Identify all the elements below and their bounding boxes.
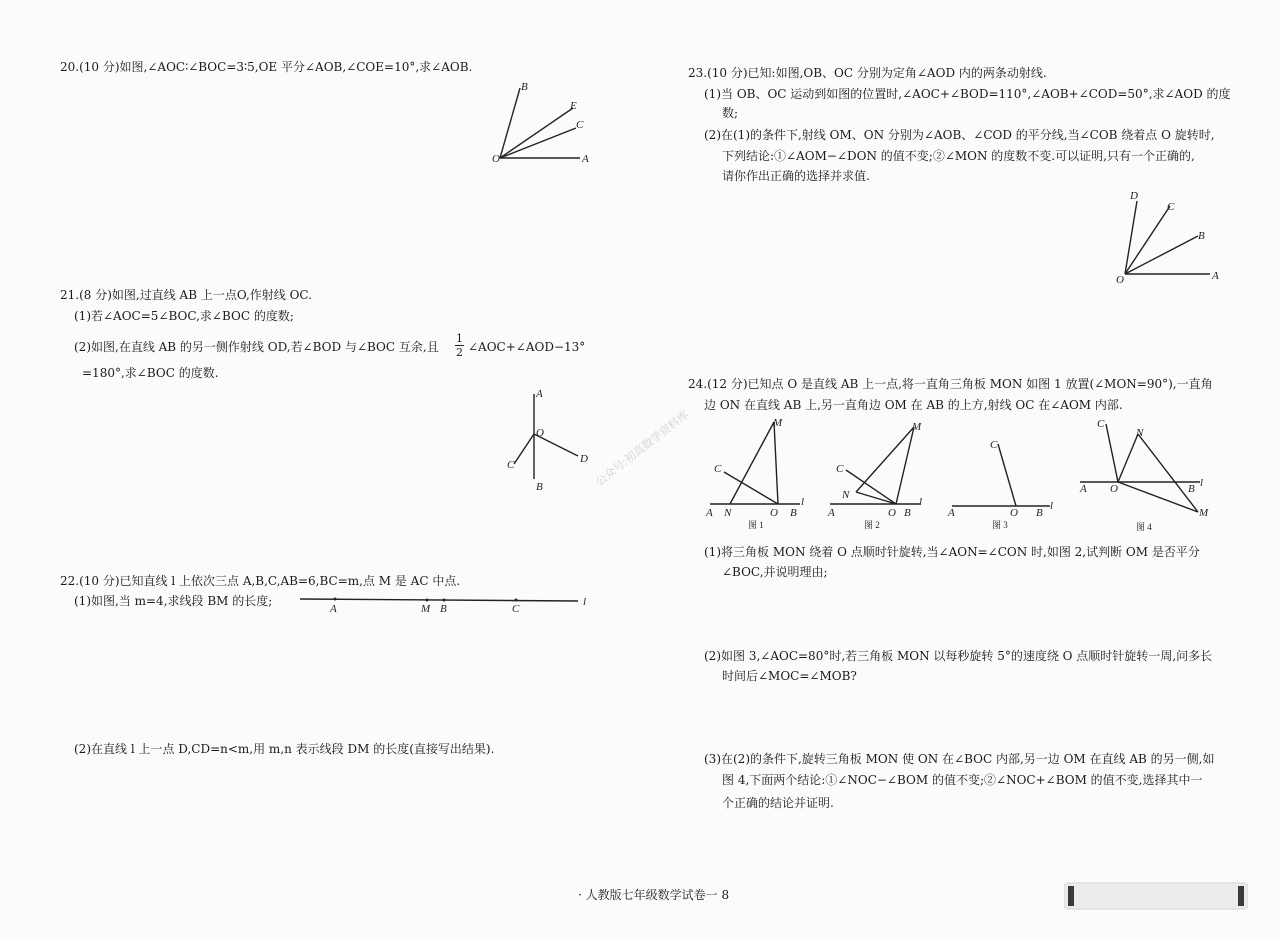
- q22-part2: (2)在直线 l 上一点 D,CD=n<m,用 m,n 表示线段 DM 的长度(直接写出结果).: [74, 742, 495, 756]
- q24-f1-label-o: O: [770, 507, 778, 519]
- q24-f4-label-l: l: [1200, 477, 1204, 489]
- q23-label-b: B: [1198, 230, 1205, 242]
- watermark: 公众号:初高数学资料库: [593, 408, 691, 489]
- q24-figure-4: [1079, 418, 1209, 532]
- q22-label-c: C: [512, 603, 520, 615]
- q22-title: 22.(10 分)已知直线 l 上依次三点 A,B,C,AB=6,BC=m,点 M 是 AC 中点.: [60, 574, 461, 588]
- q20-figure: [488, 78, 598, 170]
- q24-title: 24.(12 分)已知点 O 是直线 AB 上一点,将一直角三角板 MON 如图 1 放置(∠MON=90°),一直角: [688, 377, 1213, 391]
- q24-f1-label-n: N: [724, 507, 732, 519]
- q22-label-b: B: [440, 603, 447, 615]
- q24-f4-label-o: O: [1110, 483, 1118, 495]
- q24-f4-label-a: A: [1080, 483, 1087, 495]
- q24-f3-label-b: B: [1036, 507, 1043, 519]
- q24-f1-label-b: B: [790, 507, 797, 519]
- q24-f2-label-o: O: [888, 507, 896, 519]
- q23-title: 23.(10 分)已知:如图,OB、OC 分别为定角∠AOD 内的两条动射线.: [688, 66, 1047, 80]
- q20-label-o: O: [492, 153, 500, 165]
- q23-part2-a: (2)在(1)的条件下,射线 OM、ON 分别为∠AOB、∠COD 的平分线,当∠COB 绕着点 O 旋转时,: [704, 128, 1215, 142]
- q24-f4-label-c: C: [1097, 418, 1105, 430]
- q21-label-d: D: [580, 453, 588, 465]
- page-footer: · 人教版七年级数学试卷一 8: [578, 888, 730, 902]
- q24-f4-label-n: N: [1136, 427, 1144, 439]
- q23-part1-b: 数;: [722, 106, 739, 120]
- q21-frac-den: 2: [456, 346, 463, 359]
- q24-part3-c: 个正确的结论并证明.: [722, 796, 834, 810]
- q24-caption-3: 图 3: [992, 520, 1008, 530]
- q24-f3-label-a: A: [948, 507, 955, 519]
- q24-f2-label-n: N: [842, 489, 850, 501]
- q24-part1-b: ∠BOC,并说明理由;: [722, 565, 828, 579]
- q24-f2-label-l: l: [919, 496, 923, 508]
- q24-f3-label-l: l: [1050, 500, 1054, 512]
- q22-label-l: l: [583, 596, 587, 608]
- q24-figures: [700, 412, 1230, 537]
- q23-part2-c: 请你作出正确的选择并求值.: [722, 169, 870, 183]
- q21-part2-a: (2)如图,在直线 AB 的另一侧作射线 OD,若∠BOD 与∠BOC 互余,且: [74, 340, 439, 354]
- q24-f3-label-o: O: [1010, 507, 1018, 519]
- q23-part1-a: (1)当 OB、OC 运动到如图的位置时,∠AOC+∠BOD=110°,∠AOB+∠COD=50°,求∠AOD 的度: [704, 87, 1231, 101]
- q21-label-b: B: [536, 481, 543, 493]
- q24-caption-2: 图 2: [864, 520, 880, 530]
- q21-part2-c: =180°,求∠BOC 的度数.: [82, 366, 219, 380]
- q21-title: 21.(8 分)如图,过直线 AB 上一点O,作射线 OC.: [60, 288, 312, 302]
- q21-label-a: A: [536, 388, 543, 400]
- q20-label-b: B: [521, 81, 528, 93]
- q21-part1: (1)若∠AOC=5∠BOC,求∠BOC 的度数;: [74, 309, 294, 323]
- q24-part1-a: (1)将三角板 MON 绕着 O 点顺时针旋转,当∠AON=∠CON 时,如图 2,试判断 OM 是否平分: [704, 545, 1200, 559]
- q24-part3-a: (3)在(2)的条件下,旋转三角板 MON 使 ON 在∠BOC 内部,另一边 OM 在直线 AB 的另一侧,如: [704, 752, 1215, 766]
- q22-label-m: M: [421, 603, 431, 615]
- q23-label-c: C: [1167, 201, 1175, 213]
- q23-part2-b: 下列结论:①∠AOM−∠DON 的值不变;②∠MON 的度数不变.可以证明,只有一个正确的,: [722, 149, 1195, 163]
- q22-part1: (1)如图,当 m=4,求线段 BM 的长度;: [74, 594, 273, 608]
- q23-label-o: O: [1116, 274, 1124, 286]
- q21-part2-b: ∠AOC+∠AOD−13°: [468, 340, 586, 354]
- q24-f1-label-m: M: [773, 417, 783, 429]
- q24-part2-b: 时间后∠MOC=∠MOB?: [722, 669, 857, 683]
- q21-frac-num: 1: [456, 332, 463, 345]
- q24-f2-label-a: A: [828, 507, 835, 519]
- q24-part3-b: 图 4,下面两个结论:①∠NOC−∠BOM 的值不变;②∠NOC+∠BOM 的值不变,选择其中一: [722, 773, 1203, 787]
- q24-figure-1: [705, 417, 804, 530]
- q22-number-line: [298, 590, 598, 616]
- q24-f3-label-c: C: [990, 439, 998, 451]
- q23-figure: [1110, 186, 1225, 286]
- q23-label-d: D: [1130, 190, 1138, 202]
- q24-f2-label-c: C: [836, 463, 844, 475]
- q24-figure-2: [827, 421, 922, 530]
- q21-figure: [502, 384, 602, 494]
- q22-label-a: A: [330, 603, 337, 615]
- q20-label-a: A: [582, 153, 589, 165]
- q21-fraction: [455, 333, 464, 358]
- q20-text: 20.(10 分)如图,∠AOC∶∠BOC=3∶5,OE 平分∠AOB,∠COE=10°,求∠AOB.: [60, 60, 473, 74]
- q24-f4-label-m: M: [1199, 507, 1209, 519]
- q23-label-a: A: [1212, 270, 1219, 282]
- q21-label-c: C: [507, 459, 515, 471]
- q24-title2: 边 ON 在直线 AB 上,另一直角边 OM 在 AB 的上方,射线 OC 在∠AOM 内部.: [704, 398, 1123, 412]
- q24-caption-1: 图 1: [748, 520, 764, 530]
- q24-f4-label-b: B: [1188, 483, 1195, 495]
- q21-label-o: O: [536, 427, 544, 439]
- horizontal-scrollbar[interactable]: [1064, 881, 1248, 911]
- q24-f2-label-b: B: [904, 507, 911, 519]
- q24-caption-4: 图 4: [1136, 522, 1152, 532]
- q24-f1-label-c: C: [714, 463, 722, 475]
- q20-label-c: C: [576, 119, 584, 131]
- q24-part2-a: (2)如图 3,∠AOC=80°时,若三角板 MON 以每秒旋转 5°的速度绕 O 点顺时针旋转一周,问多长: [704, 649, 1213, 663]
- q24-f1-label-l: l: [801, 496, 805, 508]
- q24-figure-3: [947, 439, 1053, 530]
- q24-f1-label-a: A: [706, 507, 713, 519]
- q20-label-e: E: [570, 100, 577, 112]
- q24-f2-label-m: M: [912, 421, 922, 433]
